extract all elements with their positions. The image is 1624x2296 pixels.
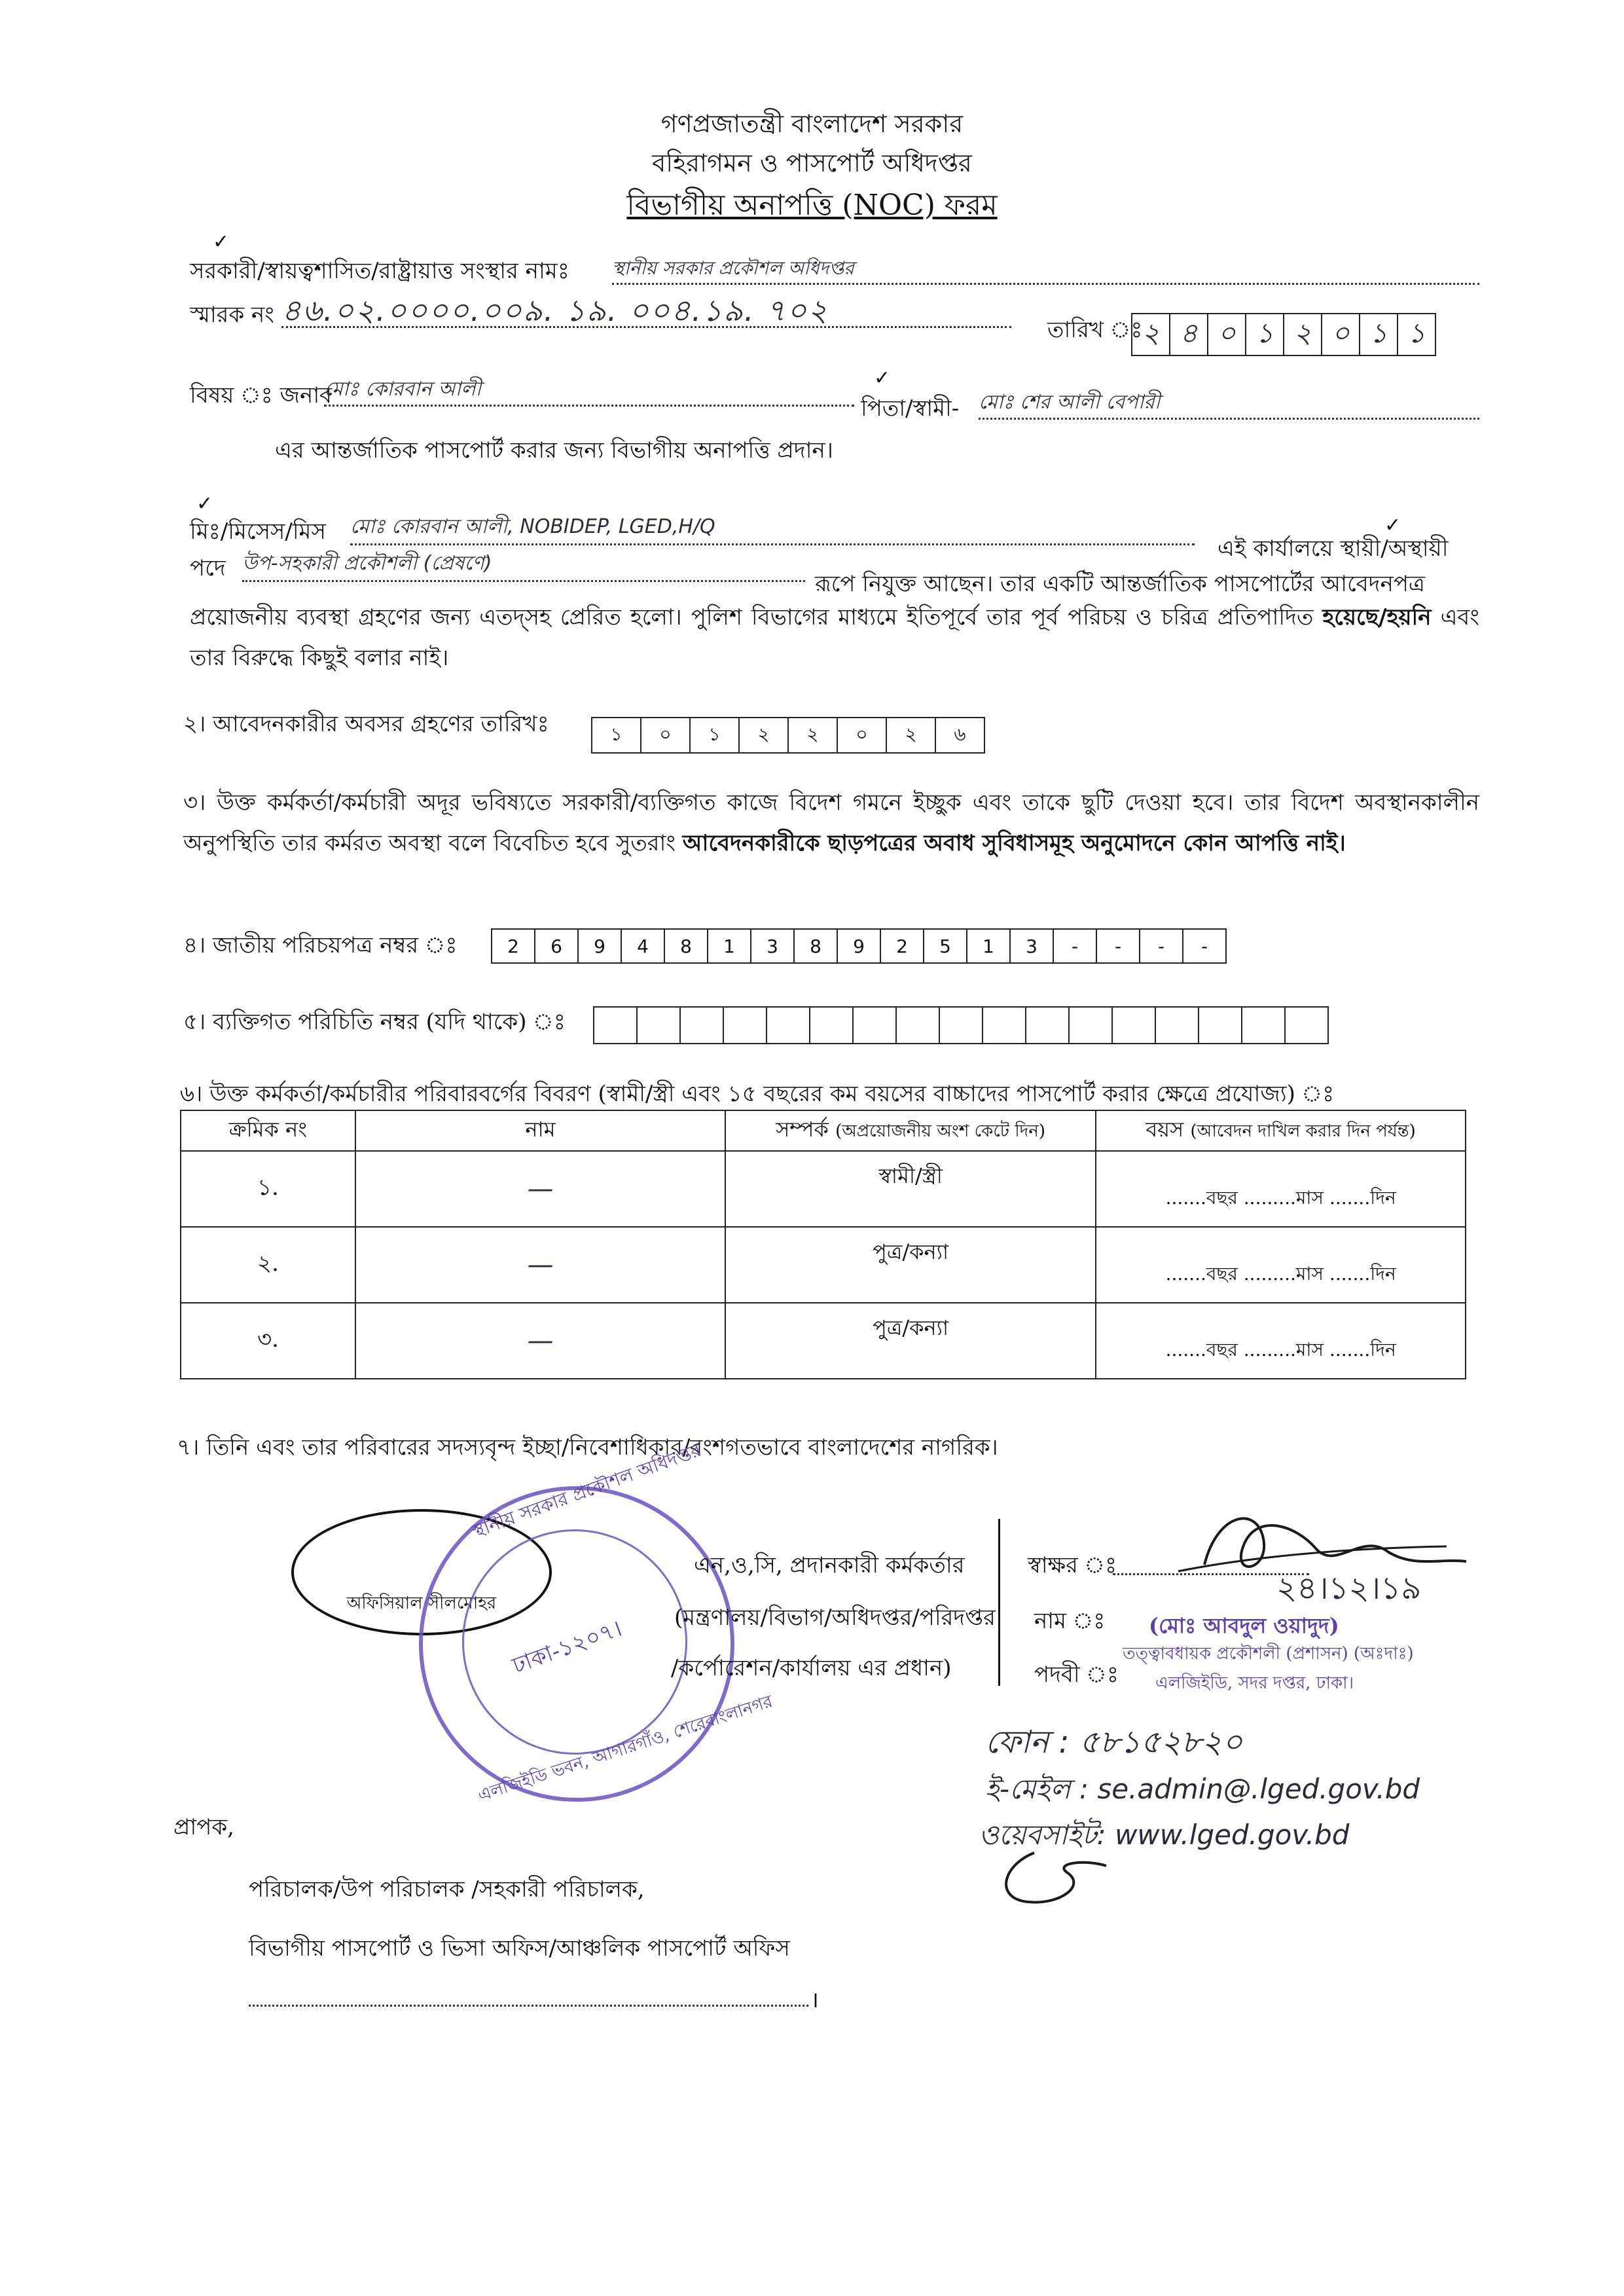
personal-id-digit (679, 1006, 724, 1044)
personal-id-digit (593, 1006, 638, 1044)
header-dept: বহিরাগমন ও পাসপোর্ট অধিদপ্তর (652, 149, 972, 177)
retirement-label: ২। আবেদনকারীর অবসর গ্রহণের তারিখঃ (183, 711, 549, 737)
date-digit: ১ (1359, 313, 1398, 356)
check-mark: ✓ (1384, 514, 1401, 537)
row-relation: পুত্র/কন্যা (873, 1239, 949, 1264)
col-serial: ক্রমিক নং (181, 1110, 355, 1151)
stamp-bottom-text: এলজিইডি ভবন, আগারগাঁও, শেরেবাংলানগর (475, 1691, 776, 1806)
col-relation-text: সম্পর্ক (776, 1117, 829, 1142)
personal-id-digit (1068, 1006, 1113, 1044)
personal-id-label: ৫। ব্যক্তিগত পরিচিতি নম্বর (যদি থাকে) ঃ (183, 1009, 566, 1035)
nid-digit: 8 (793, 928, 838, 964)
retirement-digit: ২ (738, 717, 789, 754)
personal-id-digit (939, 1006, 983, 1044)
row-relation-cell (725, 1227, 1096, 1303)
nid-label: ৪। জাতীয় পরিচয়পত্র নম্বর ঃ (183, 932, 458, 958)
col-relation-note: (অপ্রয়োজনীয় অংশ কেটে দিন) (835, 1121, 1045, 1141)
row-serial: ২. (181, 1227, 355, 1303)
retirement-digit: ১ (591, 717, 641, 754)
form-title: বিভাগীয় অনাপত্তি (NOC) ফরম (626, 189, 998, 222)
personal-id-digit (1198, 1006, 1242, 1044)
title-value-1: তত্ত্বাবধায়ক প্রকৌশলী (প্রশাসন) (অঃদাঃ) (1123, 1644, 1414, 1664)
nid-digit: 5 (923, 928, 967, 964)
personal-id-boxes (594, 1006, 1329, 1044)
officer-field (350, 511, 1195, 545)
officer-value: মোঃ কোরবান আলী, NOBIDEP, LGED,H/Q (350, 515, 715, 538)
officer-paragraph (190, 597, 1479, 678)
retirement-digit: ১ (689, 717, 740, 754)
row-relation: পুত্র/কন্যা (873, 1315, 949, 1340)
table-row (181, 1151, 1466, 1227)
recipient-label: প্রাপক, (173, 1814, 234, 1840)
retirement-digit: ২ (787, 717, 838, 754)
authority-line2: (মন্ত্রণালয়/বিভাগ/অধিদপ্তর/পরিদপ্তর (674, 1605, 996, 1631)
sign-date: ২৪।১২।১৯ (1276, 1570, 1422, 1607)
recipient-line2: বিভাগীয় পাসপোর্ট ও ভিসা অফিস/আঞ্চলিক পাসপোর্ট অফিস (249, 1935, 790, 1961)
citizenship-text: ৭। তিনি এবং তার পরিবারের সদস্যবৃন্দ ইচ্ছা/নিবেশাধিকার/বংশগতভাবে বাংলাদেশের নাগরিক। (177, 1434, 998, 1461)
retirement-digit: ০ (640, 717, 691, 754)
personal-id-digit (1111, 1006, 1156, 1044)
father-field (979, 386, 1479, 420)
check-mark: ✓ (196, 492, 213, 515)
personal-id-digit (1025, 1006, 1070, 1044)
divider (998, 1519, 1000, 1686)
name-value: (মোঃ আবদুল ওয়াদুদ) (1149, 1613, 1339, 1638)
retirement-digit: ৬ (935, 717, 985, 754)
col-age-text: বয়স (1146, 1117, 1184, 1142)
nid-digit: 6 (534, 928, 579, 964)
stamp-top-text: স্থানীয় সরকার প্রকৌশল অধিদপ্তর (469, 1439, 704, 1542)
officer-label: মিঃ/মিসেস/মিস (190, 519, 326, 545)
retirement-digit: ২ (886, 717, 936, 754)
nid-digit: 9 (837, 928, 881, 964)
personal-id-digit (1284, 1006, 1329, 1044)
row-serial: ৩. (181, 1303, 355, 1379)
nid-digit: 2 (880, 928, 924, 964)
nid-digit: 3 (750, 928, 795, 964)
col-age (1096, 1110, 1466, 1151)
family-label: ৬। উক্ত কর্মকর্তা/কর্মচারীর পরিবারবর্গের বিবরণ (স্বামী/স্ত্রী এবং ১৫ বছরের কম বয়সের বাচ্চাদের পাসপোর্ট করার ক্ষেত্রে প্রযোজ্য) ঃ (180, 1081, 1335, 1107)
memo-field (281, 288, 1011, 328)
officer-para-end: এবং তার বিরুদ্ধে কিছুই বলার নাই। (190, 604, 1479, 671)
nid-digit: 8 (664, 928, 708, 964)
date-digit: ৪ (1169, 313, 1208, 356)
nid-digit: - (1053, 928, 1097, 964)
row-age: .......বছর .........মাস .......দিন (1165, 1339, 1396, 1360)
authority-line1: এন,ও,সি, প্রদানকারী কর্মকর্তার (694, 1552, 965, 1578)
memo-label: স্মারক নং (190, 302, 274, 328)
date-digit: ০ (1207, 313, 1246, 356)
row-relation-cell (725, 1303, 1096, 1379)
recipient-line1: পরিচালক/উপ পরিচালক /সহকারী পরিচালক, (249, 1876, 645, 1903)
row-serial: ১. (181, 1151, 355, 1227)
row-age-cell (1096, 1227, 1466, 1303)
header-govt: গণপ্রজাতন্ত্রী বাংলাদেশ সরকার (660, 109, 964, 138)
nid-digit: 2 (491, 928, 535, 964)
row-name: — (355, 1151, 725, 1227)
contact-email: ই-মেইল : se.admin@.lged.gov.bd (985, 1773, 1420, 1805)
row-relation-cell (725, 1151, 1096, 1227)
contact-web: ওয়েবসাইট: www.lged.gov.bd (979, 1819, 1350, 1851)
personal-id-digit (1155, 1006, 1199, 1044)
travel-text: ৩। উক্ত কর্মকর্তা/কর্মচারী অদূর ভবিষ্যতে সরকারী/ব্যক্তিগত কাজে বিদেশ গমনে ইচ্ছুক এবং তাকে ছুটি দেওয়া হবে। তার বিদেশ অবস্থানকালীন অনুপস্থিতি তার কর্মরত অবস্থা বলে বিবেচিত হবে সুতরাং (183, 790, 1479, 856)
retirement-boxes (592, 717, 985, 754)
check-mark: ✓ (874, 367, 891, 390)
date-digit: ০ (1321, 313, 1360, 356)
row-relation: স্বামী/স্ত্রী (878, 1163, 943, 1188)
subject-line2: এর আন্তর্জাতিক পাসপোর্ট করার জন্য বিভাগীয় অনাপত্তি প্রদান। (275, 437, 833, 464)
official-seal-label: অফিসিয়াল সীলমোহর (346, 1594, 497, 1613)
title-value-2: এলজিইডি, সদর দপ্তর, ঢাকা। (1155, 1673, 1354, 1693)
nid-digit: 1 (707, 928, 751, 964)
check-mark: ✓ (213, 230, 230, 253)
nid-digit: 9 (577, 928, 622, 964)
row-age: .......বছর .........মাস .......দিন (1165, 1263, 1396, 1285)
initials-signature (988, 1840, 1119, 1912)
personal-id-digit (723, 1006, 767, 1044)
contact-phone: ফোন : ৫৮১৫২৮২০ (985, 1724, 1243, 1760)
nid-digit: - (1182, 928, 1227, 964)
date-digit: ২ (1131, 313, 1170, 356)
nid-digit: 1 (966, 928, 1011, 964)
personal-id-digit (1241, 1006, 1286, 1044)
personal-id-digit (852, 1006, 897, 1044)
nid-digit: - (1096, 928, 1140, 964)
personal-id-digit (982, 1006, 1026, 1044)
col-age-note: (আবেদন দাখিল করার দিন পর্যন্ত) (1190, 1121, 1416, 1141)
stamp-center-text: ঢাকা-১২০৭। (509, 1615, 626, 1679)
appointed-text: রূপে নিযুক্ত আছেন। তার একটি আন্তর্জাতিক পাসপোর্টের আবেদনপত্র (815, 571, 1425, 597)
subject-label: বিষয় ঃ জনাব (190, 382, 333, 409)
org-label: সরকারী/স্বায়ত্বশাসিত/রাষ্ট্রায়াত্ত সংস্থার নামঃ (190, 258, 569, 284)
travel-paragraph (183, 782, 1479, 864)
table-row (181, 1303, 1466, 1379)
father-value: মোঃ শের আলী বেপারী (979, 391, 1161, 414)
nid-digit: 4 (621, 928, 665, 964)
col-name: নাম (355, 1110, 725, 1151)
sign-label: স্বাক্ষর ঃ (1028, 1552, 1117, 1578)
name-label: নাম ঃ (1034, 1608, 1106, 1634)
family-table (180, 1110, 1466, 1379)
date-digit: ১ (1397, 313, 1436, 356)
personal-id-digit (895, 1006, 940, 1044)
personal-id-digit (766, 1006, 810, 1044)
row-age: .......বছর .........মাস .......দিন (1165, 1187, 1396, 1209)
nid-digit: 3 (1009, 928, 1054, 964)
post-label: পদে (190, 555, 226, 581)
post-value: উপ-সহকারী প্রকৌশলী (প্রেষণে) (242, 552, 492, 575)
row-name: — (355, 1227, 725, 1303)
org-value: স্থানীয় সরকার প্রকৌশল অধিদপ্তর (612, 257, 854, 279)
date-label: তারিখ ঃ (1047, 317, 1143, 343)
post-field (242, 547, 805, 582)
officer-para-text: প্রয়োজনীয় ব্যবস্থা গ্রহণের জন্য এতদ্সহ প্রেরিত হলো। পুলিশ বিভাগের মাধ্যমে ইতিপূর্বে তার পূর্ব পরিচয় ও চরিত্র প্রতিপাদিত (190, 604, 1314, 630)
title-label: পদবী ঃ (1034, 1662, 1119, 1688)
retirement-digit: ০ (837, 717, 887, 754)
office-text: এই কার্যালয়ে স্থায়ী/অস্থায়ী (1218, 536, 1449, 562)
row-age-cell (1096, 1303, 1466, 1379)
subject-name-field (324, 373, 854, 407)
personal-id-digit (636, 1006, 681, 1044)
date-digit: ১ (1245, 313, 1284, 356)
date-digit: ২ (1283, 313, 1322, 356)
family-table-header (181, 1110, 1466, 1151)
table-row (181, 1227, 1466, 1303)
nid-boxes (492, 928, 1227, 964)
subject-name: মোঃ কোরবান আলী (324, 378, 482, 401)
authority-line3: /কর্পোরেশন/কার্যালয় এর প্রধান) (671, 1655, 952, 1681)
col-relation (725, 1110, 1096, 1151)
father-label: পিতা/স্বামী- (861, 395, 960, 422)
travel-bold: আবেদনকারীকে ছাড়পত্রের অবাধ সুবিধাসমূহ অনুমোদনে কোন আপত্তি নাই। (682, 830, 1346, 856)
nid-digit: - (1139, 928, 1183, 964)
officer-para-bold: হয়েছে/হয়নি (1322, 604, 1432, 630)
recipient-end: । (810, 1987, 819, 2013)
recipient-line3-dots (249, 1990, 808, 2007)
row-name: — (355, 1303, 725, 1379)
org-field (612, 254, 1479, 285)
row-age-cell (1096, 1151, 1466, 1227)
personal-id-digit (809, 1006, 854, 1044)
date-boxes (1132, 313, 1436, 356)
memo-value: ৪৬.০২.০০০০.০০৯. ১৯. ০০৪.১৯. ৭০২ (281, 293, 829, 328)
